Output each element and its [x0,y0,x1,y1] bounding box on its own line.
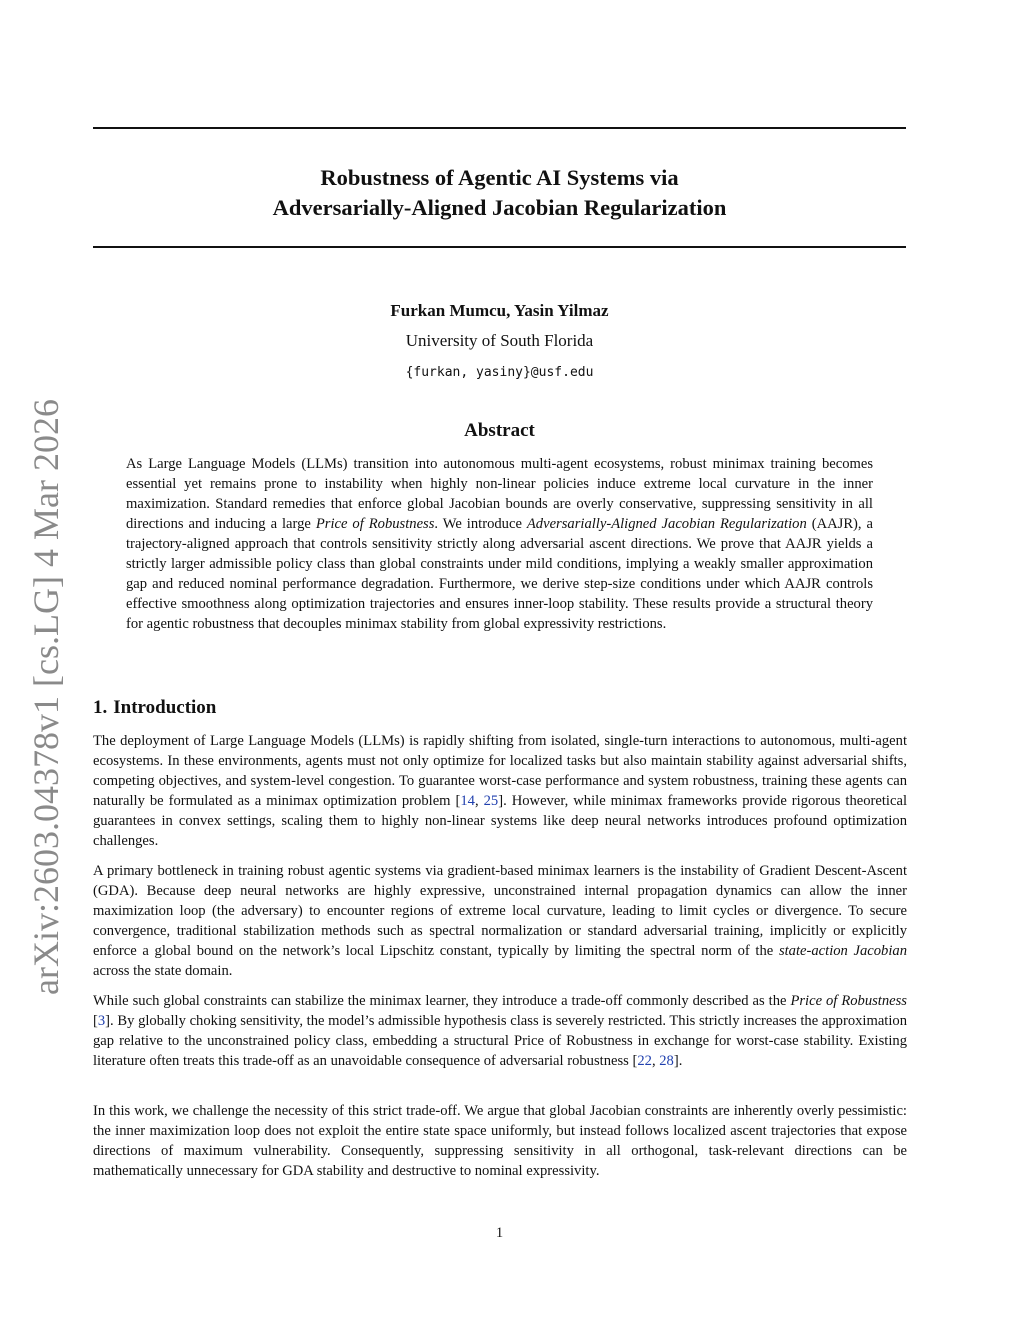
abstract-emphasis-2: Adversarially-Aligned Jacobian Regularization [526,516,807,532]
abstract-emphasis-1: Price of Robustness [315,516,435,532]
intro-p2-text-2: across the state domain. [93,963,233,979]
citation-link[interactable]: 22 [637,1053,652,1069]
abstract-body [126,454,873,634]
intro-paragraph-1 [93,731,907,851]
arxiv-identifier: arXiv:2603.04378v1 [cs.LG] 4 Mar 2026 [26,399,66,995]
title-top-rule [93,127,906,129]
citation-separator: , [651,1053,660,1069]
citation-separator: , [474,793,484,809]
citation-link[interactable]: 3 [97,1013,106,1029]
intro-p3-emphasis: Price of Robustness [790,993,907,1009]
intro-paragraph-2 [93,861,907,981]
citation-link[interactable]: 28 [659,1053,674,1069]
abstract-text-3: (AAJR), a trajectory-aligned approach that controls sensitivity strictly along adversarial ascent directions. We prove that AAJR yields a strictly larger admissible policy class than global constraints under mild conditions, implying a weakly smaller approximation gap and reduced nominal performance degradation. Furthermore, we derive step-size conditions under which AAJR controls effective smoothness along optimization trajectories and ensures inner-loop stability. These results provide a structural theory for agentic robustness that decouples minimax stability from global expressivity restrictions. [126,516,874,632]
citation-link[interactable]: 25 [483,793,499,809]
intro-paragraph-4: In this work, we challenge the necessity of this strict trade-off. We argue that global Jacobian constraints are inherently overly pessimistic: the inner maximization loop does not exploit the entire state space uniformly, but instead follows localized ascent trajectories that expose directions of maximum vulnerability. Consequently, suppressing sensitivity in all orthogonal, task-relevant directions can be mathematically unnecessary for GDA stability and destructive to nominal expressivity. [93,1103,907,1179]
intro-p3-text-2: [ [93,1013,98,1029]
title-line-1: Robustness of Agentic AI Systems via [320,165,679,190]
intro-p3-text-3: ]. By globally choking sensitivity, the model’s admissible hypothesis class is severely restricted. This strictly increases the approximation gap relative to the unconstrained policy class, embedding a structural Price of Robustness in exchange for worst-case stability. Existing literature often treats this trade-off as an unavoidable consequence of adversarial robustness [ [93,1013,907,1069]
intro-p3-text-1: While such global constraints can stabilize the minimax learner, they introduce a trade-off commonly described as the [93,993,791,1009]
abstract-heading: Abstract [464,420,535,441]
section-number: 1. [93,697,108,718]
intro-p1-text-1: The deployment of Large Language Models (LLMs) is rapidly shifting from isolated, single-turn interactions to autonomous, multi-agent ecosystems. In these environments, agents must not only optimize for localized tasks but also maintain stability against adversarial shifts, competing objectives, and system-level congestion. To guarantee worst-case performance and system robustness, training these agents can naturally be formulated as a minimax optimization problem [ [93,733,907,809]
section-heading-introduction [93,696,216,720]
intro-paragraph-3 [93,991,907,1071]
citation-link[interactable]: 14 [460,793,475,809]
author-list: Furkan Mumcu, Yasin Yilmaz [390,301,609,320]
paper-title [93,163,906,223]
intro-p2-text-1: A primary bottleneck in training robust agentic systems via gradient-based minimax learners is the instability of Gradient Descent-Ascent (GDA). Because deep neural networks are highly expressive, unconstrained internal propagation dynamics can allow the inner maximization loop (the adversary) to encounter regions of extreme local curvature, leading to limit cycles or divergence. To secure convergence, traditional stabilization methods such as spectral normalization or standard adversarial training, implicitly or explicitly enforce a global bound on the network’s local Lipschitz constant, typically by limiting the spectral norm of the [93,863,907,959]
author-affiliation: University of South Florida [405,331,594,350]
title-line-2: Adversarially-Aligned Jacobian Regularization [272,195,727,220]
intro-p3-text-4: ]. [673,1053,683,1069]
section-title: Introduction [113,697,217,718]
intro-p1-text-2: ]. However, while minimax frameworks provide rigorous theoretical guarantees in convex settings, scaling them to highly non-linear systems like deep neural networks introduces profound optimization challenges. [93,793,907,849]
title-bottom-rule [93,246,906,248]
author-email: {furkan, yasiny}@usf.edu [405,365,594,380]
abstract-text-2: . We introduce [434,516,527,532]
intro-p2-emphasis: state-action Jacobian [778,943,907,959]
abstract-text-1: As Large Language Models (LLMs) transition into autonomous multi-agent ecosystems, robust minimax training becomes essential yet remains prone to instability when highly non-linear policies induce extreme local curvature in the inner maximization. Standard remedies that enforce global Jacobian bounds are overly conservative, suppressing sensitivity in all directions and inducing a large [126,456,873,532]
page-number: 1 [495,1225,504,1241]
